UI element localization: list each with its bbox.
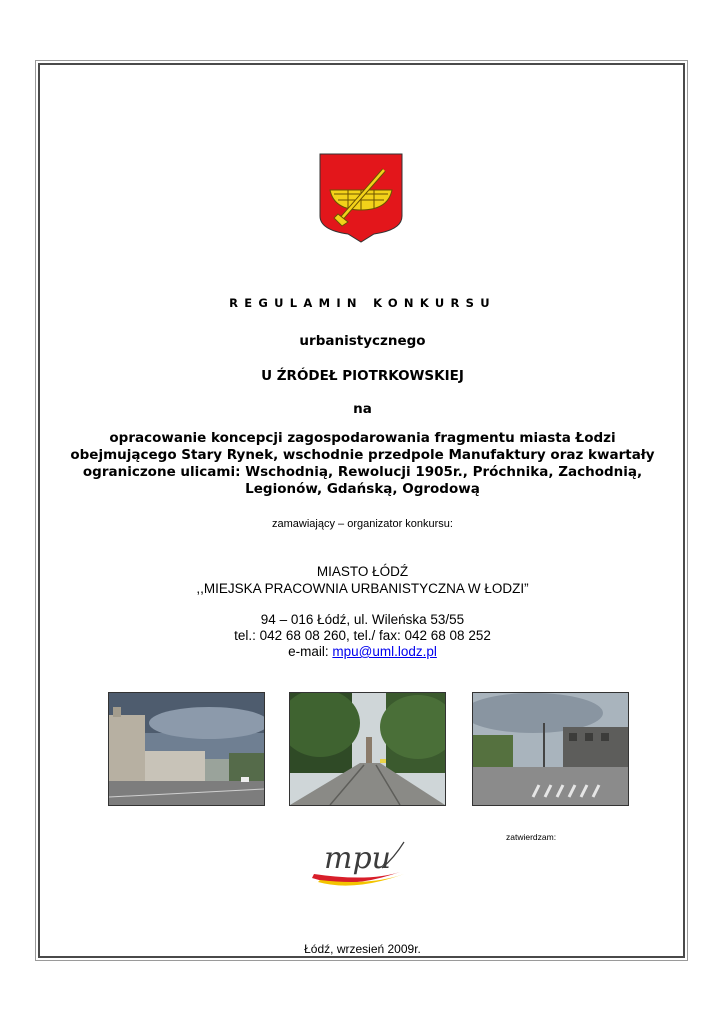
street-photo-2: [289, 692, 446, 806]
email-prefix: e-mail:: [288, 644, 333, 659]
street-photo-3: [472, 692, 629, 806]
subtitle-na: na: [353, 401, 372, 417]
mpu-logo-text: mpu: [324, 841, 391, 876]
subtitle-urbanistycznego: urbanistycznego: [299, 333, 426, 349]
competition-description: opracowanie koncepcji zagospodarowania fragmentu miasta Łodzi obejmującego Stary Rynek, wschodnie przedpole Manufaktury oraz kwartały ograniczone ulicami: Wschodnią, Rewolucji 1905r., Próchnika, Zachodnią, Legionów, Gdańską, Ogrodową: [70, 430, 655, 497]
address: 94 – 016 Łódź, ul. Wileńska 53/55: [260, 612, 465, 627]
document-title: REGULAMIN KONKURSU: [229, 296, 496, 310]
approval-label: zatwierdzam:: [506, 832, 557, 842]
mpu-logo: [308, 838, 420, 890]
organizer-label: zamawiający – organizator konkursu:: [272, 518, 453, 530]
street-photo-1: [108, 692, 265, 806]
organizer-block: [40, 563, 685, 597]
email-line: [40, 644, 685, 660]
place-and-date: Łódź, wrzesień 2009r.: [304, 942, 421, 956]
organizer-name: ,,MIEJSKA PRACOWNIA URBANISTYCZNA W ŁODZI”: [196, 581, 529, 596]
phones: tel.: 042 68 08 260, tel./ fax: 042 68 08 252: [234, 628, 491, 643]
email-link[interactable]: mpu@uml.lodz.pl: [332, 644, 437, 659]
contact-block: [40, 612, 685, 660]
competition-name: U ŹRÓDEŁ PIOTRKOWSKIEJ: [261, 368, 464, 384]
lodz-crest-icon: [318, 152, 404, 244]
organizer-city: MIASTO ŁÓDŹ: [316, 564, 409, 579]
